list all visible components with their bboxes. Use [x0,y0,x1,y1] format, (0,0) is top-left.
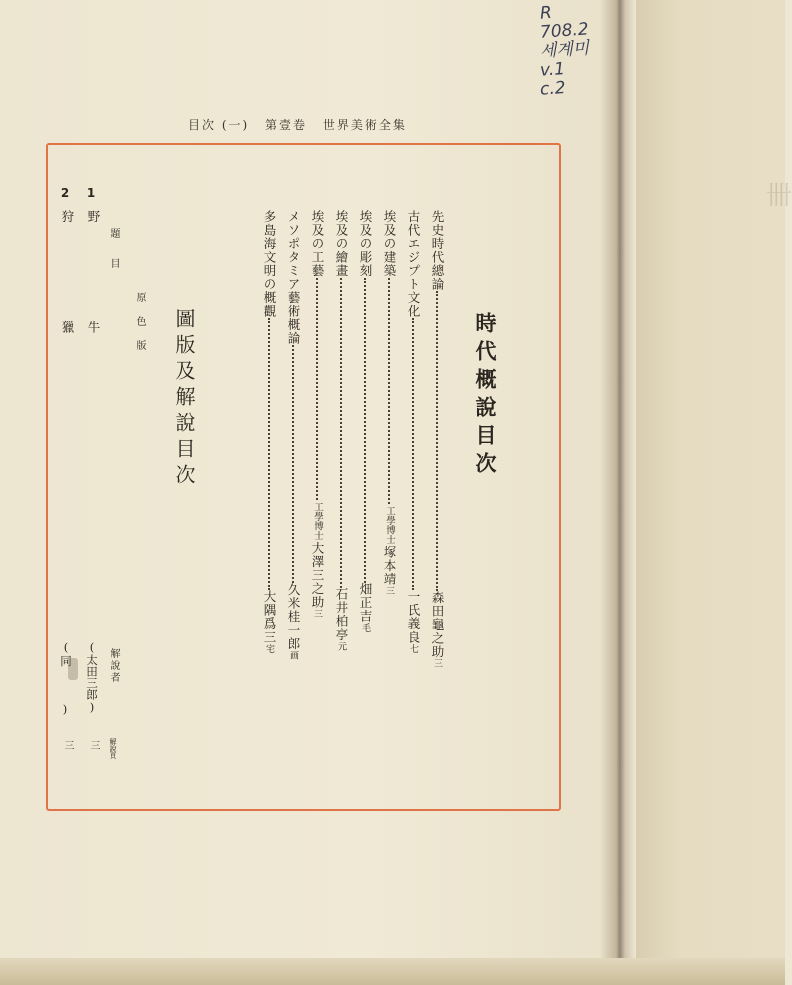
toc-title: 時代概說目次 [473,312,498,480]
toc-entry-author: 久米桂一郎 [286,583,301,651]
plate-title: 狩獵 [60,210,75,431]
plate-number [84,186,99,201]
toc-entry-author: 大隅爲三 [262,590,277,644]
toc-entry-author: 一氏義良 [406,590,421,644]
toc-entry-page: 画 [288,650,298,660]
toc-entry-title: 多島海文明の概觀 [262,210,277,318]
bleed-through-mark: 卌 [766,181,792,211]
header-series-title: 世界美術全集 [322,118,407,132]
dot-leader [388,278,390,504]
toc-entry [356,210,374,632]
toc-entry-degree: 工學博士 [384,505,395,544]
toc-entry-title: 埃及の工藝 [310,210,325,278]
dot-leader [364,278,366,583]
plates-title: 圖版及解說目次 [172,308,196,490]
toc-entry-title: 埃及の彫刻 [358,210,373,278]
toc-entry-title: 先史時代總論 [430,210,445,291]
dot-leader [340,278,342,588]
dot-leader [436,291,438,591]
toc-entry-author: 石井柏亭 [334,587,349,642]
subject-column-label: 題目 [108,228,119,288]
page-column-label: 解說頁 [109,738,117,759]
plate-commentator-close: ) [58,702,72,717]
call-number-line: v.1 [539,59,566,81]
call-number-line: c.2 [539,78,567,100]
plate-page: 三 [62,740,73,750]
book-gutter [600,0,636,985]
color-plates-label: 原色版 [134,292,145,364]
toc-entry-page: 元 [336,641,346,651]
library-call-number [539,2,620,100]
toc-entry-title: メソポタミア藝術概論 [286,210,301,345]
toc-entry-author: 畑正吉 [358,582,373,623]
dot-leader [268,318,270,590]
plate-commentator: (同 [59,640,73,668]
running-header [188,116,417,133]
toc-entry [380,210,398,595]
right-page [636,0,792,985]
toc-entry-author: 大澤三之助 [310,541,325,609]
toc-entry [308,210,326,618]
toc-entry [284,210,302,660]
toc-entry-title: 埃及の繪畫 [334,210,349,278]
toc-entry-page: 三 [384,586,394,595]
plate-number [58,186,73,201]
header-volume-number: 第壹卷 [265,118,308,132]
header-volume-section: 目次 (一) [188,118,250,132]
toc-entry [260,210,278,653]
dot-leader [316,278,318,500]
commentator-column-label: 解說者 [108,648,119,684]
toc-entry-author: 森田龜之助 [430,591,445,659]
plate-page: 三 [88,740,99,750]
call-number-line: R [539,2,553,24]
toc-entry-title: 古代エジプト文化 [406,210,421,318]
toc-entry-page: 三 [312,609,322,618]
plate-number-value: 2 [58,186,72,201]
toc-entry [404,210,422,653]
toc-entry [428,210,446,668]
toc-entry [332,210,350,651]
ink-blot [64,658,83,680]
toc-entry-page: 三 [432,658,442,668]
dot-leader [412,318,414,590]
toc-entry-author: 塚本靖 [382,545,397,586]
plate-commentator: (太田三郎) [85,640,99,714]
call-number-line: 708.2 [539,19,590,43]
plate-number-value: 1 [84,186,98,201]
toc-entry-degree: 工學博士 [312,501,323,540]
dot-leader [292,345,294,583]
toc-entry-page: 宅 [264,644,274,653]
toc-entry-page: 七 [408,644,418,653]
call-number-line: 세계미 [539,38,590,62]
plate-title: 野牛 [86,210,101,431]
toc-entry-title: 埃及の建築 [382,210,397,278]
toc-entry-page: 毛 [360,623,370,632]
page-bottom-edge [0,958,785,985]
